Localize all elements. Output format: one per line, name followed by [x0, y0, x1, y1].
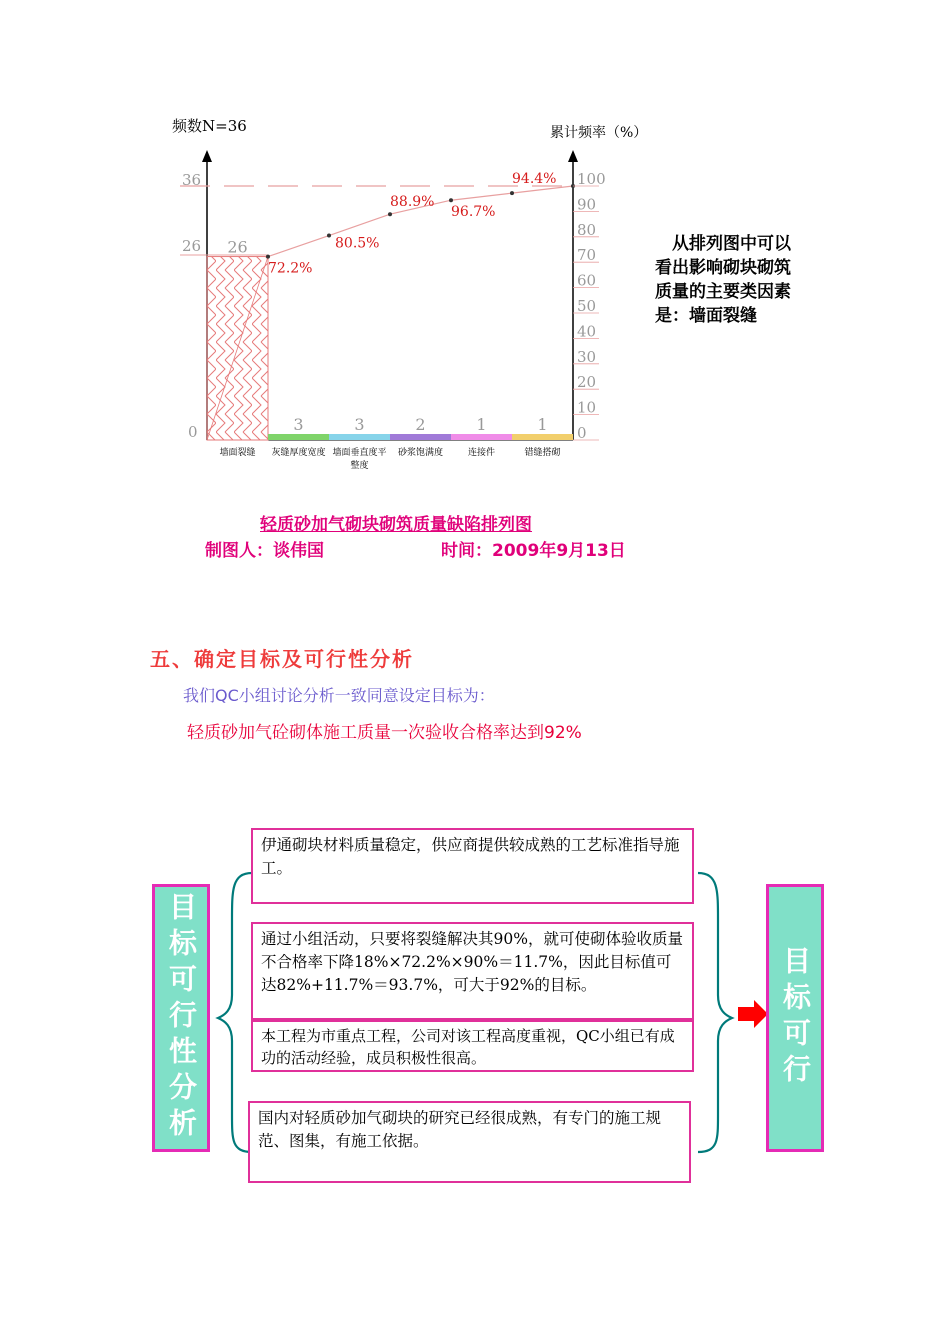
right-tick-80: 80 — [577, 220, 597, 239]
chart-conclusion-note: 从排列图中可以看出影响砌块砌筑质量的主要类因素是：墙面裂缝 — [655, 234, 791, 326]
right-axis-title: 累计频率（%） — [550, 125, 648, 141]
right-tick-50: 50 — [577, 297, 597, 315]
section-goal: 轻质砂加气砼砌体施工质量一次验收合格率达到92% — [187, 723, 582, 743]
feasible-label-box — [766, 884, 824, 1152]
right-tick-40: 40 — [577, 322, 597, 341]
reason-box-3 — [251, 1020, 694, 1072]
right-tick-100: 100 — [577, 170, 606, 188]
right-brace — [698, 873, 732, 1152]
chart-caption-author: 制图人：谈伟国 — [205, 541, 324, 561]
category-label-1: 墙面裂缝 — [219, 448, 256, 458]
category-label-4: 砂浆饱满度 — [397, 448, 444, 458]
chart-caption-title: 轻质砂加气砌块砌筑质量缺陷排列图 — [260, 515, 532, 535]
category-label-3: 墙面垂直度平 — [332, 448, 387, 458]
right-tick-20: 20 — [577, 373, 597, 392]
reason-text-4: 国内对轻质砂加气砌块的研究已经很成熟，有专门的施工规范、图集，有施工依据。 — [258, 1109, 662, 1150]
feasible-label: 目标可行 — [779, 946, 812, 1090]
right-tick-30: 30 — [577, 347, 597, 366]
left-tick-36: 36 — [182, 171, 202, 189]
reason-text-2: 通过小组活动，只要将裂缝解决其90%，就可使砌体验收质量不合格率下降18%×72.2%×90%＝11.7%，因此目标值可达82%+11.7%＝93.7%，可大于92%的目标。 — [261, 930, 683, 994]
bar-value-label-1: 26 — [227, 237, 248, 257]
category-label-5: 连接件 — [467, 448, 496, 458]
cumulative-label-2: 80.5% — [335, 235, 380, 252]
category-label-6: 错缝搭砌 — [524, 448, 561, 458]
category-label-3-line2: 整度 — [350, 461, 369, 471]
left-brace — [218, 873, 252, 1152]
bar-value-label-6: 1 — [537, 415, 548, 434]
right-tick-0: 0 — [577, 424, 587, 442]
feasibility-analysis-label: 目标可行性分析 — [165, 892, 198, 1144]
cumulative-label-3: 88.9% — [390, 194, 435, 211]
right-tick-10: 10 — [577, 398, 597, 417]
bar-value-label-3: 3 — [354, 415, 365, 434]
bar-value-label-4: 2 — [415, 415, 426, 434]
left-tick-26: 26 — [182, 237, 202, 255]
right-tick-60: 60 — [577, 271, 597, 290]
right-tick-90: 90 — [577, 195, 597, 214]
section-heading: 五、确定目标及可行性分析 — [150, 647, 414, 671]
bar-value-label-5: 1 — [476, 415, 487, 434]
chart-caption-date: 时间：2009年9月13日 — [441, 541, 626, 561]
arrow-right-icon — [738, 1000, 768, 1028]
reason-text-3: 本工程为市重点工程，公司对该工程高度重视，QC小组已有成功的活动经验，成员积极性很高。 — [261, 1027, 675, 1067]
left-axis-title: 频数N=36 — [172, 117, 247, 135]
reason-box-4 — [248, 1101, 691, 1183]
reason-box-2 — [251, 922, 694, 1020]
section-intro: 我们QC小组讨论分析一致同意设定目标为： — [183, 686, 495, 705]
right-tick-70: 70 — [577, 246, 597, 265]
reason-text-1: 伊通砌块材料质量稳定，供应商提供较成熟的工艺标准指导施工。 — [261, 836, 680, 877]
cumulative-label-4: 96.7% — [451, 204, 496, 221]
cumulative-label-1: 72.2% — [268, 260, 313, 277]
reason-box-1 — [251, 828, 694, 904]
bar-value-label-2: 3 — [293, 415, 304, 434]
left-tick-0: 0 — [188, 423, 198, 441]
category-label-2: 灰缝厚度宽度 — [271, 448, 326, 458]
cumulative-label-5: 94.4% — [512, 171, 557, 188]
